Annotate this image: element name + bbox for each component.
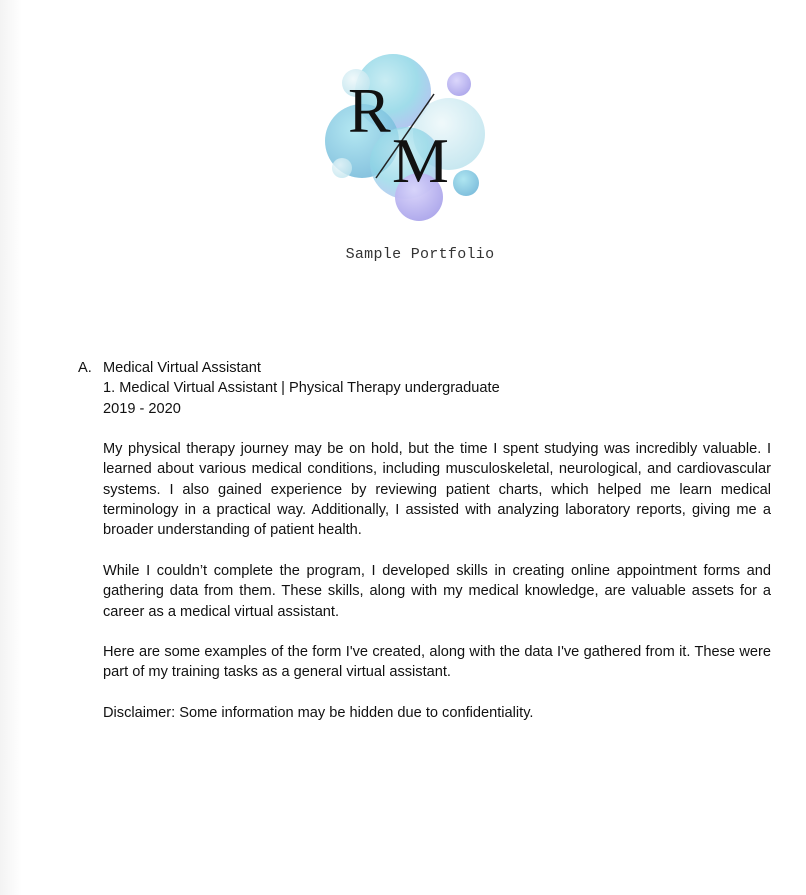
section-heading bbox=[78, 358, 771, 378]
paragraph-disclaimer: Disclaimer: Some information may be hidden due to confidentiality. bbox=[103, 705, 534, 722]
paragraph-examples: Here are some examples of the form I've created, along with the data I've gathered from it. These were part of my training tasks as a general virtual assistant. bbox=[103, 644, 771, 681]
section-title: Medical Virtual Assistant bbox=[103, 360, 261, 376]
job-title: 1. Medical Virtual Assistant | Physical Therapy undergraduate bbox=[103, 380, 500, 397]
paragraph-skills: While I couldn’t complete the program, I developed skills in creating online appointment forms and gathering data from them. These skills, along with my medical knowledge, are valuable assets for a career as a medical virtual assistant. bbox=[103, 562, 771, 620]
rm-monogram-logo bbox=[318, 50, 490, 225]
logo-letter-r: R bbox=[348, 75, 391, 146]
logo-bubble bbox=[447, 72, 471, 96]
logo-bubble bbox=[453, 170, 479, 196]
logo-letter-m: M bbox=[392, 125, 449, 196]
page-edge-shadow bbox=[0, 0, 22, 895]
logo-bubble bbox=[332, 158, 352, 178]
portfolio-subtitle: Sample Portfolio bbox=[345, 246, 495, 263]
section-letter: A. bbox=[78, 360, 92, 376]
experience-section bbox=[78, 358, 771, 723]
job-years: 2019 - 2020 bbox=[103, 400, 181, 417]
paragraph-studies: My physical therapy journey may be on hold, but the time I spent studying was incredibly valuable. I learned about various medical conditions, including musculoskeletal, neurological, and cardiovascular systems. I also gained experience by reviewing patient charts, which helped me learn medical terminology in a practical way. Additionally, I assisted with analyzing laboratory reports, giving me a broader understanding of patient health. bbox=[103, 441, 771, 539]
